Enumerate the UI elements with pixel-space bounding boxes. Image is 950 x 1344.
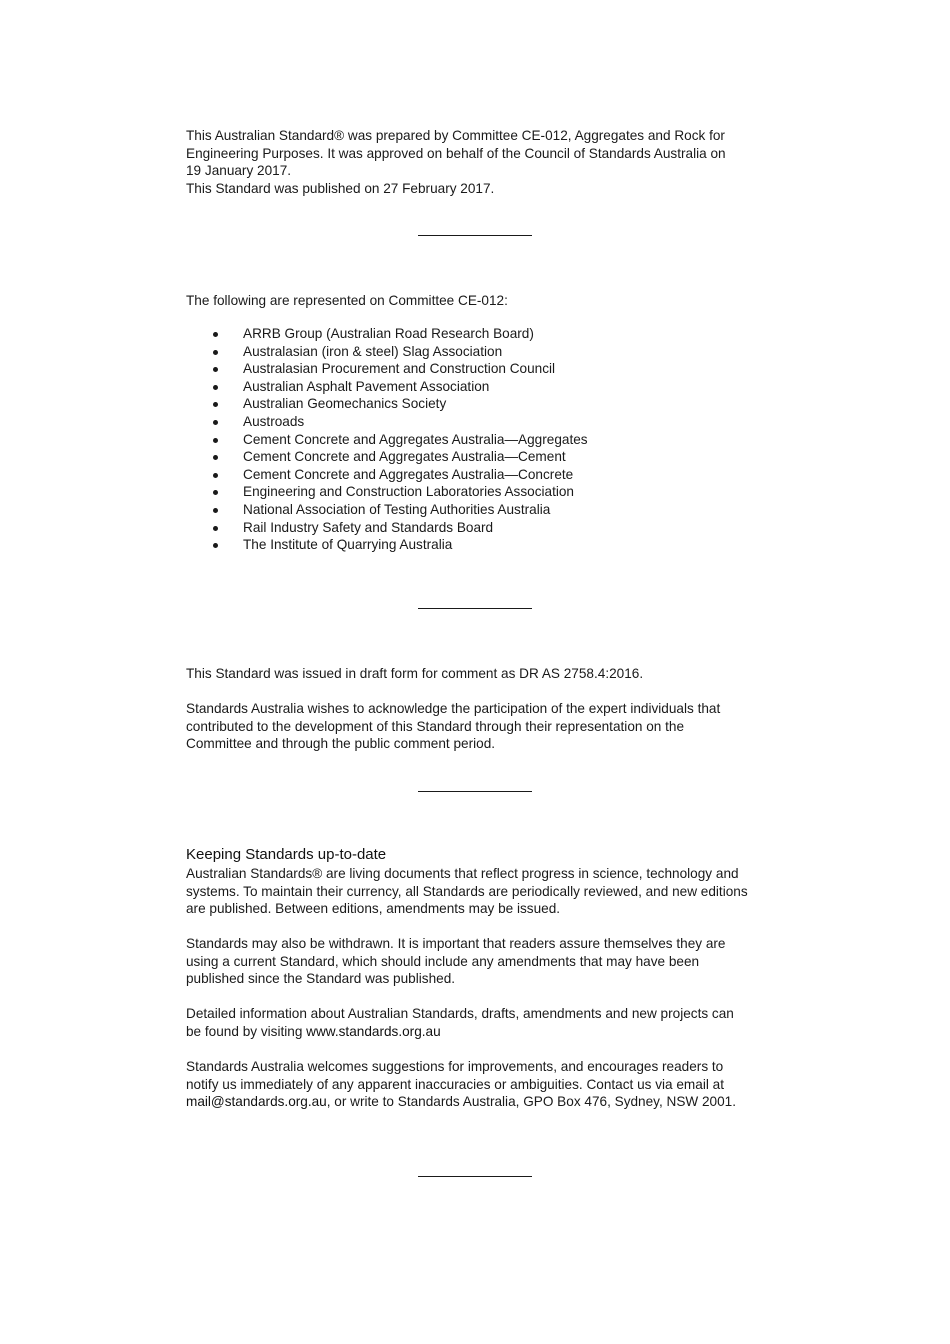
bullet-icon xyxy=(213,438,218,443)
member-name: Engineering and Construction Laboratories Association xyxy=(243,484,574,500)
list-item xyxy=(186,536,588,554)
bullet-icon xyxy=(213,473,218,478)
feedback-paragraph xyxy=(186,1058,776,1111)
list-item xyxy=(186,466,588,484)
paragraph-line: are published. Between editions, amendments may be issued. xyxy=(186,901,561,917)
paragraph-line: notify us immediately of any apparent inaccuracies or ambiguities. Contact us via email at xyxy=(186,1076,724,1092)
list-item xyxy=(186,448,588,466)
withdrawal-paragraph xyxy=(186,935,776,988)
member-name: Austroads xyxy=(243,413,305,429)
paragraph-text: be found by visiting xyxy=(186,1023,307,1039)
member-name: Cement Concrete and Aggregates Australia—Cement xyxy=(243,449,566,465)
preparation-line: This Australian Standard® was prepared by Committee CE-012, Aggregates and Rock for xyxy=(186,128,725,143)
preparation-line: 19 January 2017. xyxy=(186,163,292,179)
information-paragraph xyxy=(186,1005,776,1040)
bullet-icon xyxy=(213,420,218,425)
paragraph-line xyxy=(186,1093,776,1111)
section-divider xyxy=(418,1176,532,1177)
section-heading: Keeping Standards up-to-date xyxy=(186,846,387,863)
bullet-icon xyxy=(213,526,218,531)
member-name: Australian Asphalt Pavement Association xyxy=(243,378,490,394)
section-divider xyxy=(418,608,532,609)
paragraph-line: Standards Australia welcomes suggestions for improvements, and encourages readers to xyxy=(186,1059,724,1074)
acknowledgement-line: Standards Australia wishes to acknowledge the participation of the expert individuals that xyxy=(186,701,721,716)
paragraph-line xyxy=(186,1023,776,1041)
preparation-line: Engineering Purposes. It was approved on behalf of the Council of Standards Australia on xyxy=(186,145,726,161)
email-link[interactable]: mail@standards.org.au xyxy=(186,1094,327,1110)
committee-member-list xyxy=(186,325,588,554)
section-divider xyxy=(418,791,532,792)
paragraph-line: systems. To maintain their currency, all Standards are periodically reviewed, and new editions xyxy=(186,883,748,899)
list-item xyxy=(186,343,588,361)
member-name: The Institute of Quarrying Australia xyxy=(243,537,453,553)
paragraph-text: , or write to Standards Australia, GPO Box 476, Sydney, NSW 2001. xyxy=(326,1094,737,1110)
member-name: Cement Concrete and Aggregates Australia—Aggregates xyxy=(243,431,588,447)
member-name: Rail Industry Safety and Standards Board xyxy=(243,519,494,535)
list-item xyxy=(186,360,588,378)
paragraph-line: Standards may also be withdrawn. It is important that readers assure themselves they are xyxy=(186,936,726,951)
paragraph-line: Australian Standards® are living documents that reflect progress in science, technology and xyxy=(186,866,739,881)
paragraph-line: using a current Standard, which should include any amendments that may have been xyxy=(186,953,700,969)
acknowledgement-line: Committee and through the public comment period. xyxy=(186,736,496,752)
bullet-icon xyxy=(213,350,218,355)
member-name: Australasian (iron & steel) Slag Association xyxy=(243,343,503,359)
living-documents-paragraph xyxy=(186,865,776,918)
bullet-icon xyxy=(213,367,218,372)
list-item xyxy=(186,395,588,413)
bullet-icon xyxy=(213,508,218,513)
bullet-icon xyxy=(213,402,218,407)
standards-website-link[interactable]: www.standards.org.au xyxy=(306,1023,441,1039)
committee-intro: The following are represented on Committee CE-012: xyxy=(186,293,508,308)
list-item xyxy=(186,431,588,449)
preparation-statement xyxy=(186,127,776,197)
member-name: Australasian Procurement and Construction Council xyxy=(243,361,556,377)
acknowledgement-paragraph xyxy=(186,700,776,753)
list-item xyxy=(186,325,588,343)
member-name: National Association of Testing Authorities Australia xyxy=(243,501,551,517)
bullet-icon xyxy=(213,543,218,548)
bullet-icon xyxy=(213,490,218,495)
section-divider xyxy=(418,235,532,236)
list-item xyxy=(186,501,588,519)
list-item xyxy=(186,413,588,431)
bullet-icon xyxy=(213,455,218,460)
list-item xyxy=(186,483,588,501)
bullet-icon xyxy=(213,385,218,390)
acknowledgement-line: contributed to the development of this Standard through their representation on the xyxy=(186,718,685,734)
bullet-icon xyxy=(213,332,218,337)
member-name: ARRB Group (Australian Road Research Board) xyxy=(243,326,534,341)
paragraph-line: published since the Standard was published. xyxy=(186,971,456,987)
member-name: Australian Geomechanics Society xyxy=(243,396,447,412)
list-item xyxy=(186,378,588,396)
member-name: Cement Concrete and Aggregates Australia—Concrete xyxy=(243,466,574,482)
paragraph-line: Detailed information about Australian Standards, drafts, amendments and new projects can xyxy=(186,1006,734,1021)
draft-issue-statement: This Standard was issued in draft form for comment as DR AS 2758.4:2016. xyxy=(186,666,644,681)
list-item xyxy=(186,519,588,537)
publication-date-line: This Standard was published on 27 February 2017. xyxy=(186,180,495,196)
